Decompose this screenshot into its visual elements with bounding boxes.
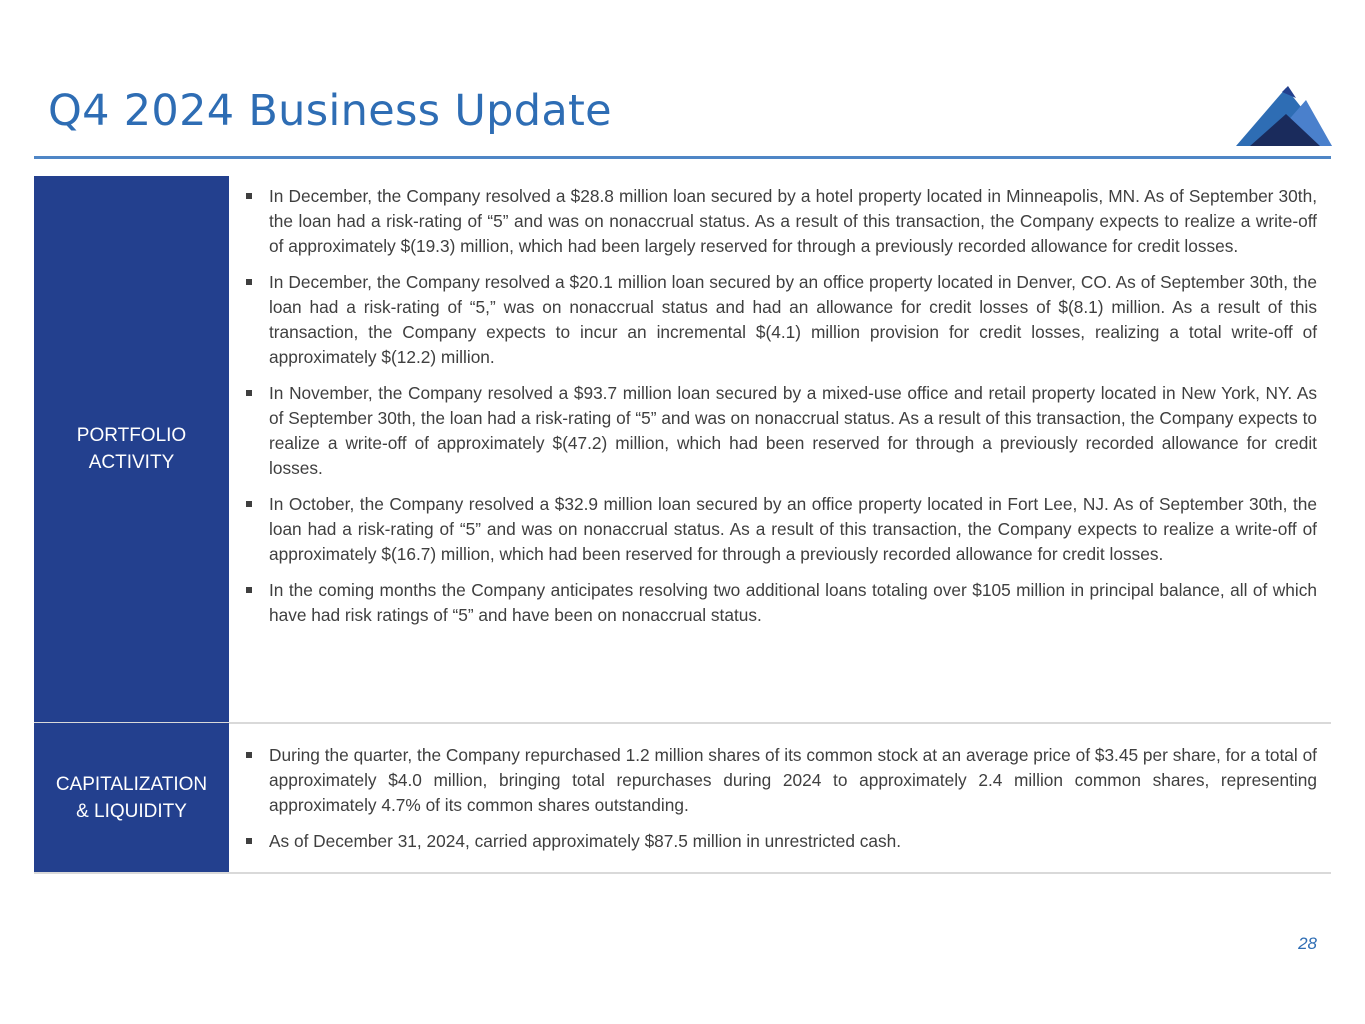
section-label-line: ACTIVITY (88, 452, 175, 473)
section-label (34, 723, 229, 872)
section-content (244, 743, 1317, 865)
bullet-item: During the quarter, the Company repurchased 1.2 million shares of its common stock at an average price of $3.45 per share, for a total of approximately $4.0 million, bringing total repurchases during 2024 to approximately 2.4 million common shares, representing approximately 4.7% of its common shares outstanding. (244, 743, 1317, 818)
capitalization-liquidity-section (34, 723, 1331, 874)
bullet-item: In the coming months the Company anticipates resolving two additional loans totaling over $105 million in principal balance, all of which have had risk ratings of “5” and have been on nonaccrual status. (244, 578, 1317, 628)
page-title: Q4 2024 Business Update (48, 86, 612, 136)
section-label-line: & LIQUIDITY (76, 800, 187, 822)
bullet-list (244, 743, 1317, 854)
header-rule (34, 156, 1331, 159)
mountain-logo-icon (1236, 86, 1332, 148)
bullet-item: In December, the Company resolved a $20.1 million loan secured by an office property located in Denver, CO. As of September 30th, the loan had a risk-rating of “5,” was on nonaccrual status and had an allowance for credit losses of $(8.1) million. As a result of this transaction, the Company expects to incur an incremental $(4.1) million provision for credit losses, realizing a total write-off of approximately $(12.2) million. (244, 270, 1317, 370)
section-label (34, 176, 229, 722)
portfolio-activity-section (34, 176, 1331, 724)
bullet-item: As of December 31, 2024, carried approximately $87.5 million in unrestricted cash. (244, 829, 1317, 854)
section-content (244, 184, 1317, 639)
bullet-item: In November, the Company resolved a $93.7 million loan secured by a mixed-use office and retail property located in New York, NY. As of September 30th, the loan had a risk-rating of “5” and was on nonaccrual status. As a result of this transaction, the Company expects to realize a write-off of approximately $(47.2) million, which had been reserved for through a previously recorded allowance for credit losses. (244, 381, 1317, 481)
page-number: 28 (1298, 934, 1317, 953)
section-label-line: PORTFOLIO (76, 425, 187, 446)
bullet-list (244, 184, 1317, 628)
section-label-line: CAPITALIZATION (55, 773, 208, 795)
bullet-item: In December, the Company resolved a $28.8 million loan secured by a hotel property located in Minneapolis, MN. As of September 30th, the loan had a risk-rating of “5” and was on nonaccrual status. As a result of this transaction, the Company expects to realize a write-off of approximately $(19.3) million, which had been largely reserved for through a previously recorded allowance for credit losses. (244, 184, 1317, 259)
bullet-item: In October, the Company resolved a $32.9 million loan secured by an office property located in Fort Lee, NJ. As of September 30th, the loan had a risk-rating of “5” and was on nonaccrual status. As a result of this transaction, the Company expects to realize a write-off of approximately $(16.7) million, which had been reserved for through a previously recorded allowance for credit losses. (244, 492, 1317, 567)
